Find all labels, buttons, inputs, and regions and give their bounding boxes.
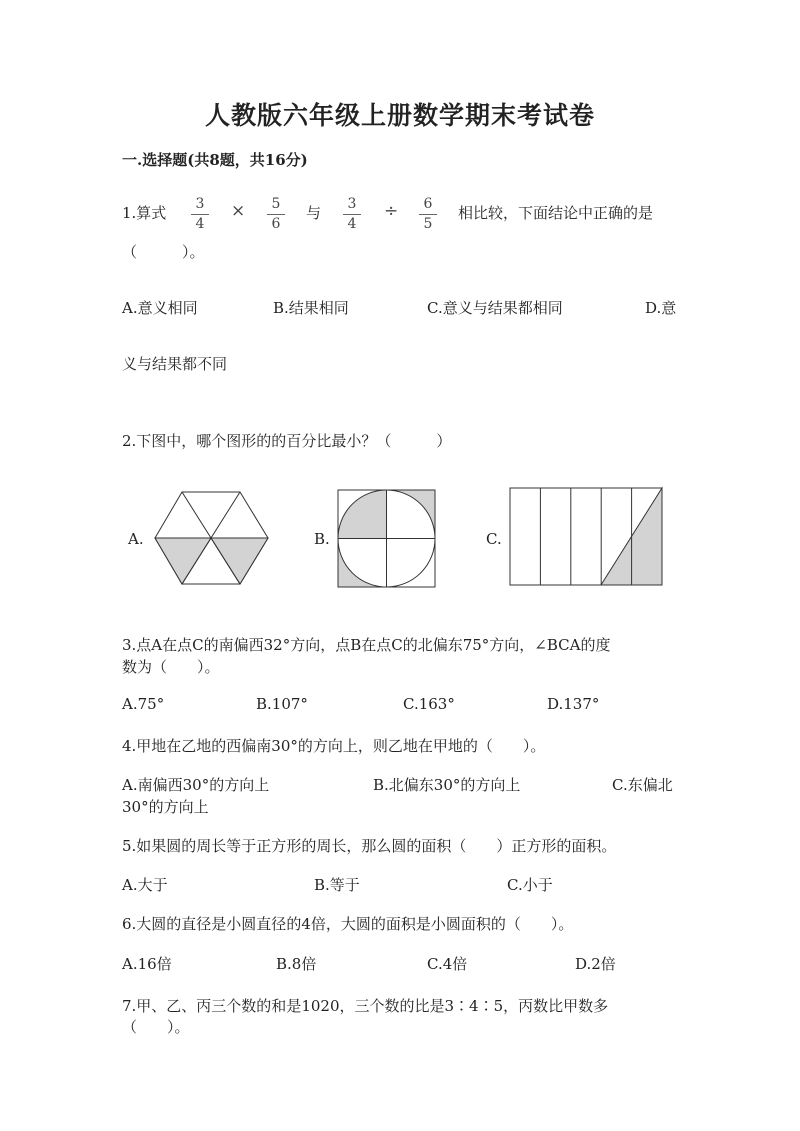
q7-text-line1: 7.甲、乙、丙三个数的和是1020，三个数的比是3∶4∶5，丙数比甲数多 — [122, 997, 609, 1015]
q2-text: 2.下图中，哪个图形的的百分比最小？（ ） — [122, 432, 452, 450]
q7-text-line2: （ ）。 — [122, 1018, 190, 1036]
page-title: 人教版六年级上册数学期末考试卷 — [204, 101, 595, 130]
q3-text-line1: 3.点A在点C的南偏西32°方向，点B在点C的北偏东75°方向，∠BCA的度 — [122, 636, 611, 654]
divide-sign: ÷ — [384, 201, 399, 221]
q3-option-b: B.107° — [256, 695, 308, 713]
q1-option-c: C.意义与结果都相同 — [427, 299, 563, 317]
q1-option-d: D.意 — [645, 299, 677, 317]
square-circle-figure — [338, 490, 438, 590]
section-heading: 一.选择题(共8题，共16分) — [122, 151, 308, 169]
q3-option-d: D.137° — [547, 695, 600, 713]
q6-option-d: D.2倍 — [575, 955, 616, 973]
figure-c-label: C. — [486, 530, 502, 548]
q4-text: 4.甲地在乙地的西偏南30°的方向上，则乙地在甲地的（ ）。 — [122, 737, 546, 755]
q1-suffix: 相比较，下面结论中正确的是 — [458, 204, 654, 222]
q6-text: 6.大圆的直径是小圆直径的4倍，大圆的面积是小圆面积的（ ）。 — [122, 915, 574, 933]
q1-conjunction: 与 — [306, 204, 322, 222]
fraction-bar — [191, 214, 209, 215]
figure-a-label: A. — [128, 530, 144, 548]
denominator: 4 — [195, 216, 205, 232]
denominator: 4 — [347, 216, 357, 232]
hexagon-figure — [150, 490, 280, 590]
numerator: 3 — [195, 196, 205, 212]
fraction-bar — [267, 214, 285, 215]
times-sign: × — [231, 201, 246, 221]
q1-option-b: B.结果相同 — [273, 299, 349, 317]
q1-blank: （ ）。 — [122, 243, 205, 261]
q1-fraction-1 — [188, 196, 212, 233]
q6-option-b: B.8倍 — [276, 955, 317, 973]
q3-option-a: A.75° — [122, 695, 165, 713]
numerator: 6 — [423, 196, 433, 212]
numerator: 5 — [271, 196, 281, 212]
q5-text: 5.如果圆的周长等于正方形的周长，那么圆的面积（ ）正方形的面积。 — [122, 837, 617, 855]
denominator: 5 — [423, 216, 433, 232]
fraction-bar — [343, 214, 361, 215]
q4-option-b: B.北偏东30°的方向上 — [373, 776, 521, 794]
q4-option-c-continued: 30°的方向上 — [122, 798, 209, 816]
q4-option-a: A.南偏西30°的方向上 — [122, 776, 270, 794]
q6-option-a: A.16倍 — [122, 955, 172, 973]
q5-option-c: C.小于 — [507, 876, 553, 894]
rectangle-strips-figure — [510, 488, 670, 588]
q3-option-c: C.163° — [403, 695, 455, 713]
q1-prefix: 1.算式 — [122, 204, 167, 222]
denominator: 6 — [271, 216, 281, 232]
q1-fraction-4 — [416, 196, 440, 233]
figure-b-label: B. — [314, 530, 330, 548]
q3-text-line2: 数为（ ）。 — [122, 658, 220, 676]
q5-option-b: B.等于 — [314, 876, 360, 894]
fraction-bar — [419, 214, 437, 215]
numerator: 3 — [347, 196, 357, 212]
q1-option-a: A.意义相同 — [122, 299, 198, 317]
q4-option-c: C.东偏北 — [612, 776, 673, 794]
q1-fraction-2 — [264, 196, 288, 233]
q1-fraction-3 — [340, 196, 364, 233]
q5-option-a: A.大于 — [122, 876, 168, 894]
q6-option-c: C.4倍 — [427, 955, 468, 973]
q1-option-d-continued: 义与结果都不同 — [122, 355, 228, 373]
